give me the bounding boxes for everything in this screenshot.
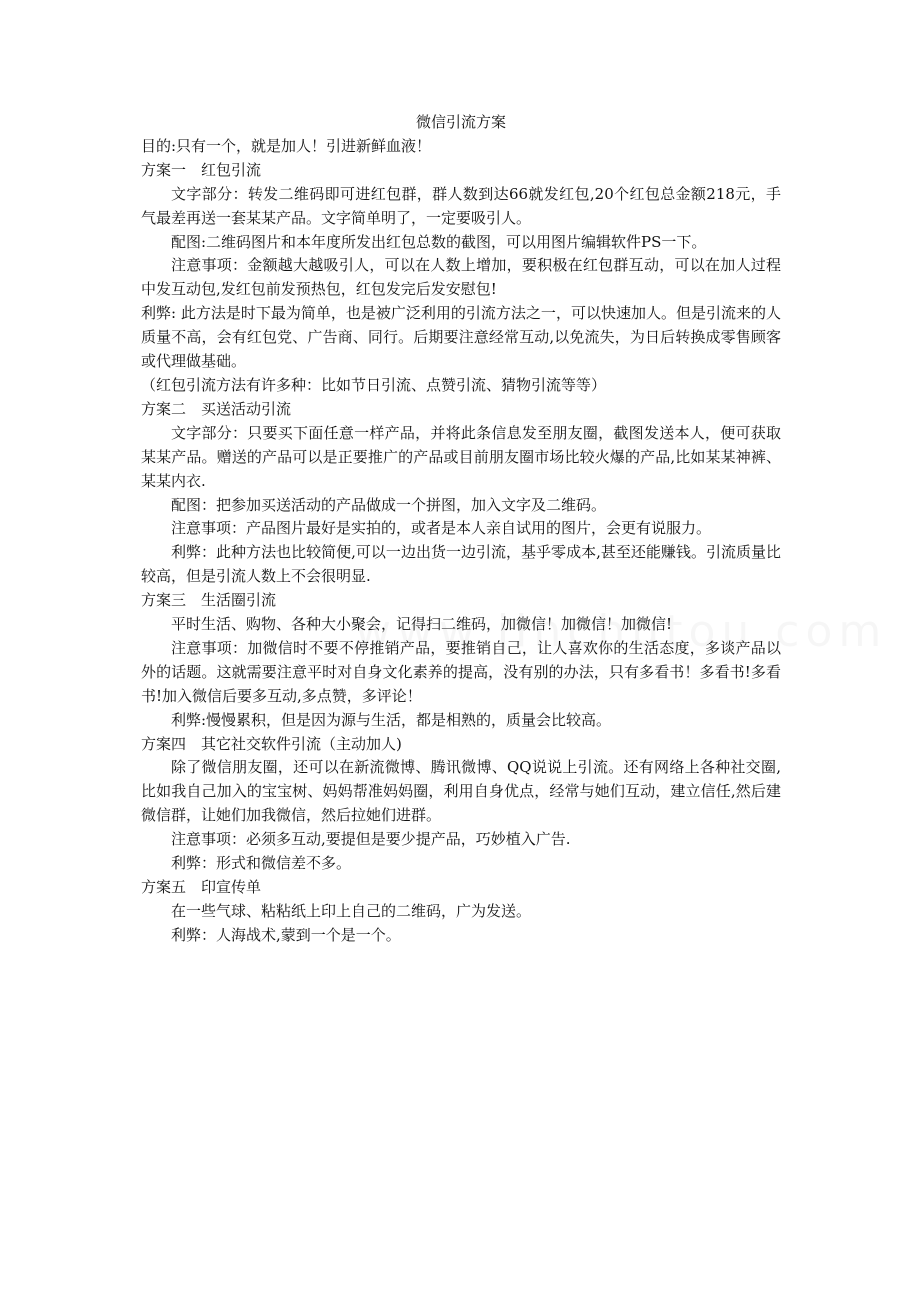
plan2-text: 文字部分：只要买下面任意一样产品，并将此条信息发至朋友圈，截图发送本人，便可获取某某产品。赠送的产品可以是正要推广的产品或目前朋友圈市场比较火爆的产品,比如某某神裤、某某内衣.: [141, 423, 781, 490]
plan5-heading: 方案五 印宣传单: [141, 878, 262, 896]
plan1-image: 配图:二维码图片和本年度所发出红包总数的截图，可以用图片编辑软件PS一下。: [171, 232, 707, 251]
plan3-heading: 方案三 生活圈引流: [141, 591, 277, 610]
plan3-text: 平时生活、购物、各种大小聚会，记得扫二维码，加微信！加微信！加微信!: [171, 615, 673, 634]
document-title: 微信引流方案: [415, 113, 506, 131]
plan3-pros-cons: 利弊:慢慢累积，但是因为源与生活，都是相熟的，质量会比较高。: [171, 710, 612, 729]
plan1-notes: 注意事项：金额越大越吸引人，可以在人数上增加，要积极在红包群互动，可以在加人过程中发互动包,发红包前发预热包，红包发完后发安慰包!: [141, 256, 781, 299]
plan4-text: 除了微信朋友圈，还可以在新流微博、腾讯微博、QQ说说上引流。还有网络上各种社交圈,比如我自己加入的宝宝树、妈妈帮准妈妈圈，利用自身优点，经常与她们互动，建立信任,然后建微信群，让她们加我微信，然后拉她们进群。: [141, 758, 781, 825]
plan4-pros-cons: 利弊：形式和微信差不多。: [171, 854, 352, 873]
plan2-image: 配图：把参加买送活动的产品做成一个拼图，加入文字及二维码。: [171, 495, 607, 514]
plan5-pros-cons: 利弊：人海战术,蒙到一个是一个。: [171, 925, 401, 944]
plan2-pros-cons: 利弊：此种方法也比较简便,可以一边出货一边引流，基乎零成本,甚至还能赚钱。引流质量比较高，但是引流人数上不会很明显.: [141, 543, 781, 586]
plan1-heading: 方案一 红包引流: [141, 160, 262, 179]
plan2-notes: 注意事项：产品图片最好是实拍的，或者是本人亲自试用的图片，会更有说服力。: [171, 519, 712, 538]
plan2-heading: 方案二 买送活动引流: [141, 399, 292, 418]
plan3-notes: 注意事项：加微信时不要不停推销产品，要推销自己，让人喜欢你的生活态度，多谈产品以外的话题。这就需要注意平时对自身文化素养的提高，没有别的办法，只有多看书！多看书!多看书!加入微信后要多互动,多点赞，多评论！: [141, 638, 781, 705]
plan1-pros-cons: 利弊: 此方法是时下最为简单，也是被广泛利用的引流方法之一，可以快速加人。但是引流来的人质量不高，会有红包党、广告商、同行。后期要注意经常互动,以免流失，为日后转换成零售顾客或代理做基础。: [141, 304, 781, 371]
plan1-text: 文字部分：转发二维码即可进红包群，群人数到达66就发红包,20个红包总金额218元，手气最差再送一套某某产品。文字简单明了，一定要吸引人。: [141, 184, 781, 227]
plan5-text: 在一些气球、粘粘纸上印上自己的二维码，广为发送。: [171, 901, 532, 920]
plan4-notes: 注意事项：必须多互动,要提但是要少提产品，巧妙植入广告.: [171, 830, 571, 849]
purpose-line: 目的:只有一个，就是加人！引进新鲜血液！: [141, 136, 432, 155]
document-page: [141, 111, 781, 948]
plan1-extra: （红包引流方法有许多种：比如节日引流、点赞引流、猜物引流等等）: [141, 375, 607, 394]
plan4-heading: 方案四 其它社交软件引流（主动加人): [141, 734, 402, 753]
